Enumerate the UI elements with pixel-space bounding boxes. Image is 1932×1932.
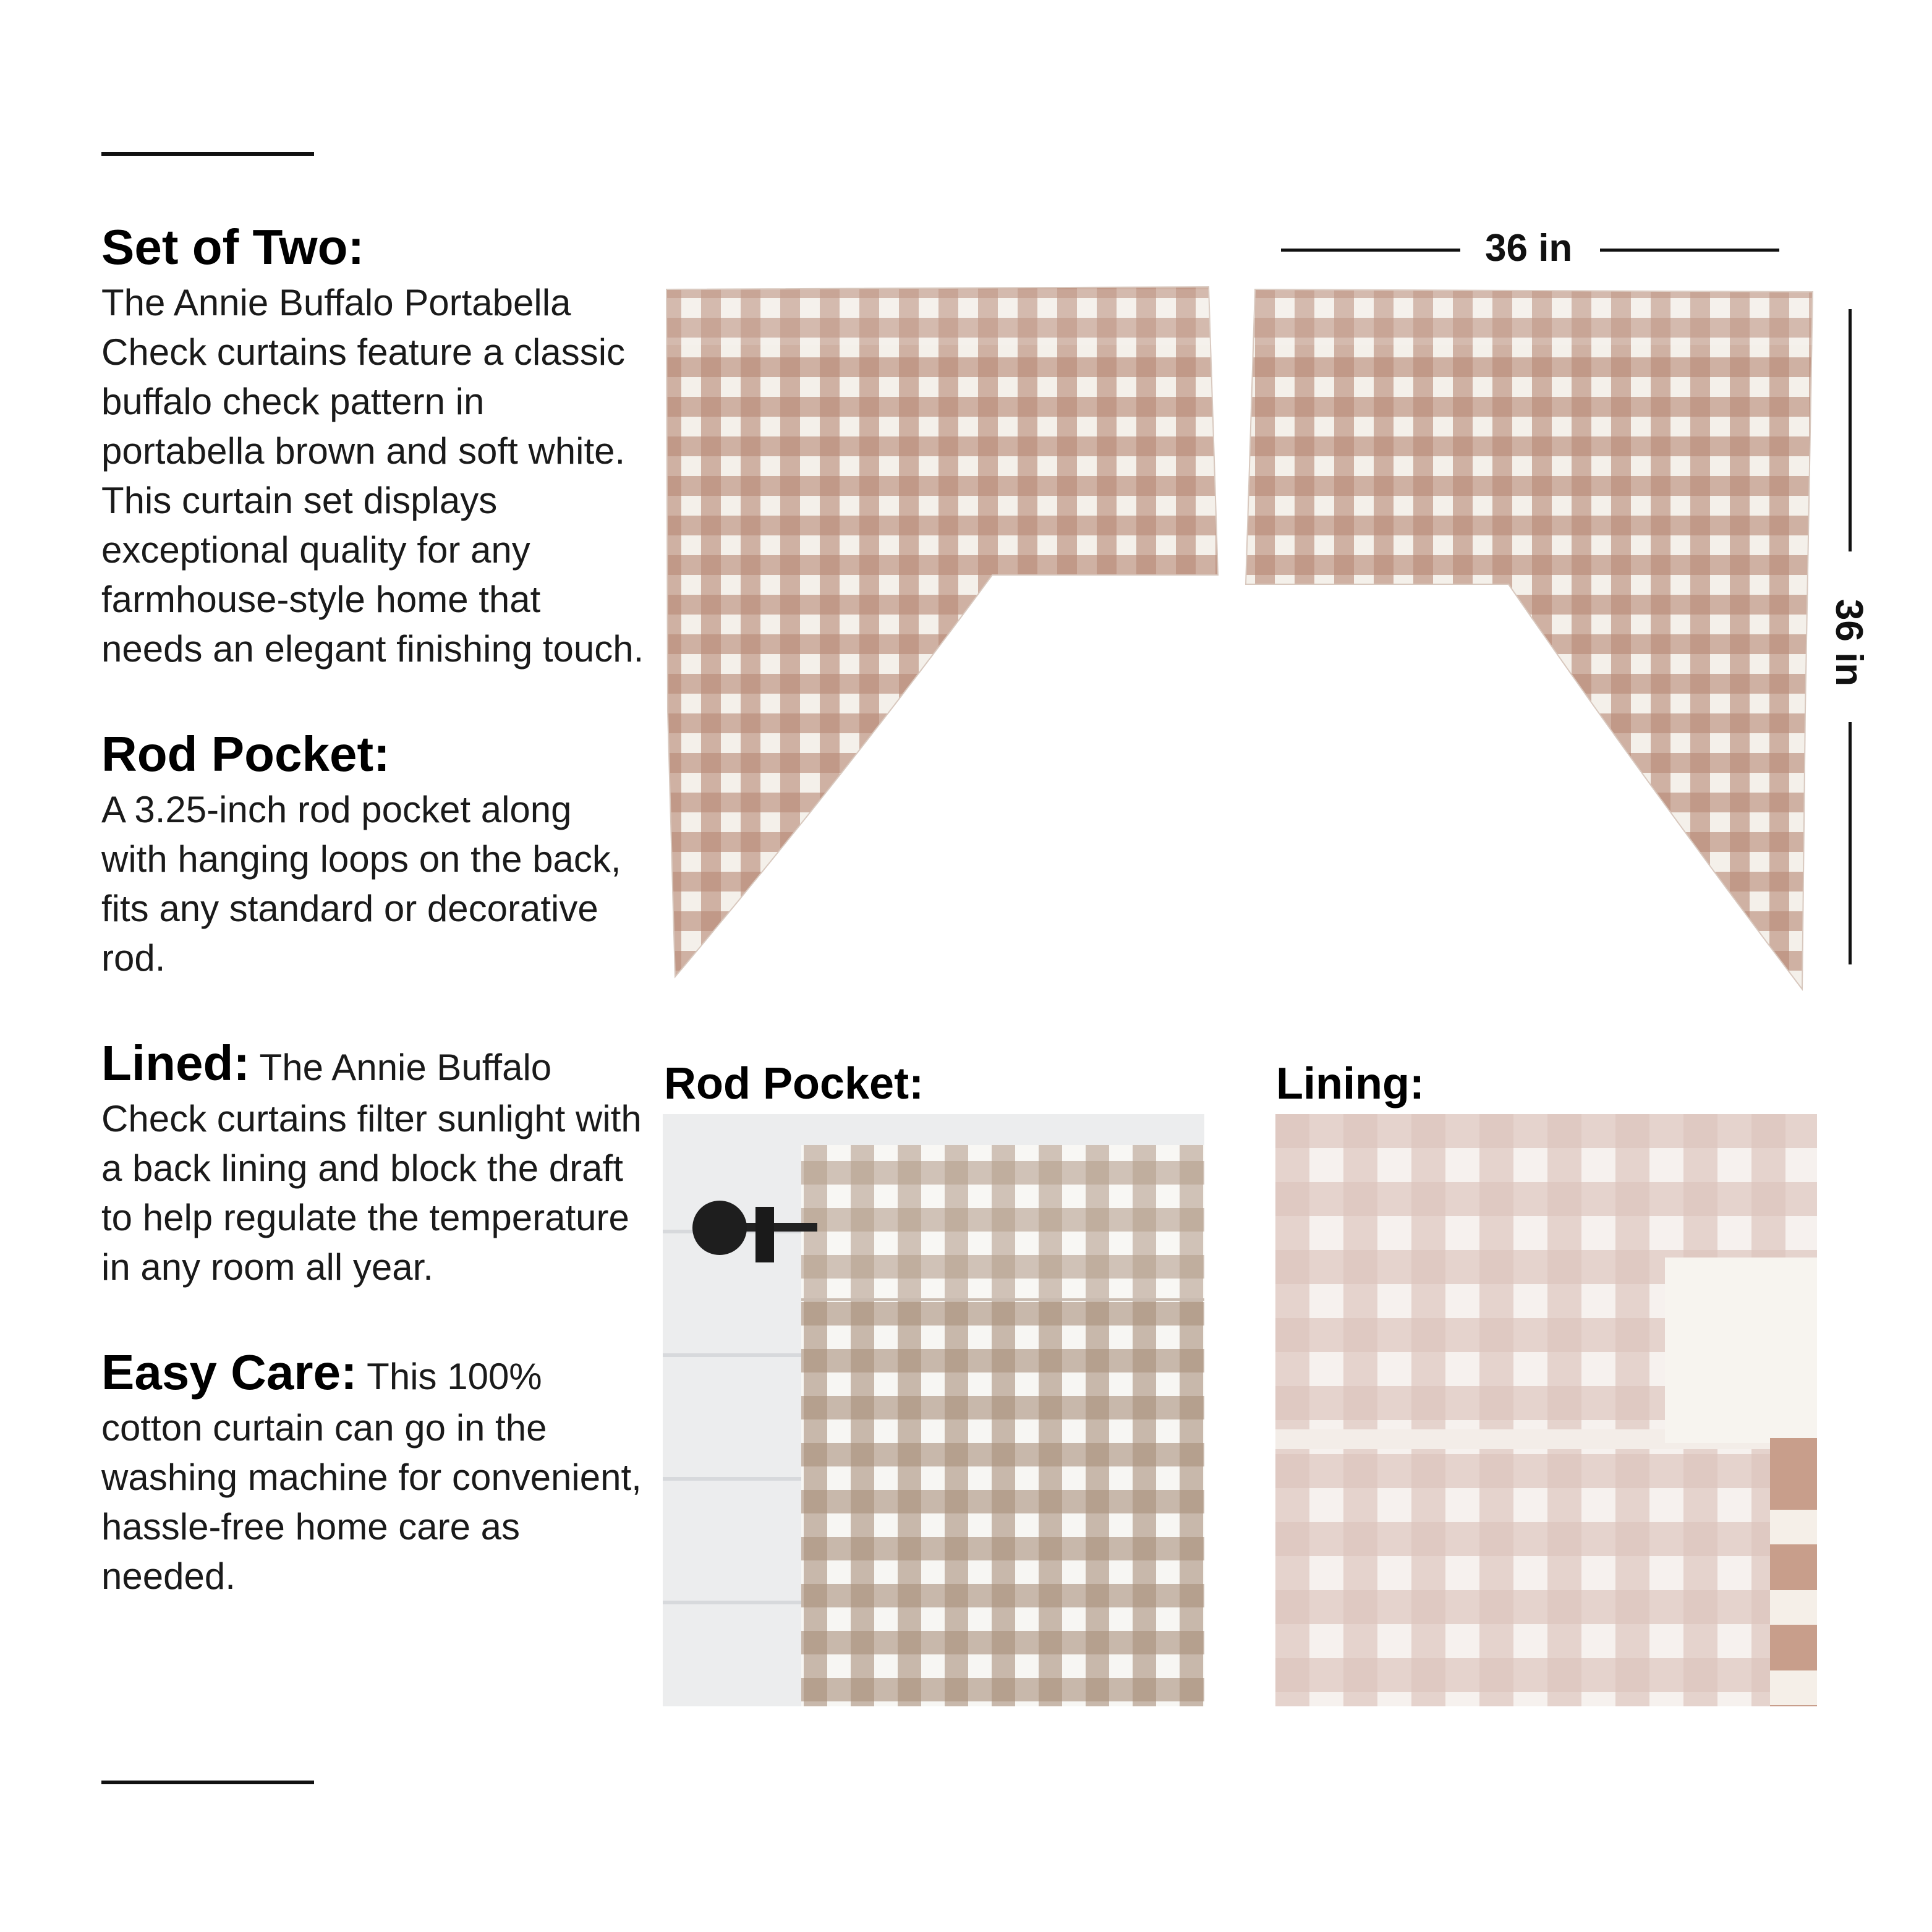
right-rod-pocket-band [1254,289,1813,345]
set-of-two-heading: Set of Two: [101,219,365,274]
width-dimension-line-right [1600,249,1779,252]
left-rod-pocket-band [666,289,1211,345]
lined-body: The Annie Buffalo Check curtains filter sunlight with a back lining and block the draft to help regulate the temperature in any room all year. [101,1047,642,1288]
rod-bracket [755,1207,774,1262]
feature-list [101,216,645,1651]
height-dimension-label: 36 in [1828,598,1871,687]
lining-side-panel [1665,1258,1817,1443]
right-swag-panel [1246,289,1813,989]
curtain-swag-pair-image [662,278,1836,995]
feature-set-of-two [101,216,645,674]
rod-finial [692,1201,747,1255]
feature-rod-pocket [101,723,645,983]
height-dimension-line-bottom [1849,722,1852,964]
rod-pocket-heading: Rod Pocket: [101,726,390,781]
easy-care-body: This 100% cotton curtain can go in the washing machine for convenient, hassle-free home care as needed. [101,1356,642,1597]
lining-photo [1275,1114,1817,1706]
rod-pocket-caption: Rod Pocket: [664,1059,924,1109]
left-swag-panel [666,287,1218,977]
easy-care-heading: Easy Care: [101,1345,357,1400]
set-of-two-body: The Annie Buffalo Portabella Check curtains feature a classic buffalo check pattern in portabella brown and soft white. This curtain set displays exceptional quality for any farmhouse-style home that needs an elegant finishing touch. [101,282,644,670]
feature-lined [101,1032,645,1292]
lining-caption: Lining: [1276,1059,1424,1109]
height-dimension-line-top [1849,309,1852,551]
bottom-divider [101,1781,314,1784]
rod-pocket-photo [663,1114,1204,1706]
feature-easy-care [101,1342,645,1601]
lined-heading: Lined: [101,1036,250,1091]
top-divider [101,152,314,156]
front-fabric-edge [1770,1438,1817,1706]
width-dimension-label: 36 in [1485,227,1573,270]
rod-pocket-body: A 3.25-inch rod pocket along with hanging loops on the back, fits any standard or decorative rod. [101,789,621,979]
curtain-rod [737,1223,817,1232]
width-dimension-line-left [1281,249,1460,252]
rod-pocket-header [801,1145,1204,1300]
